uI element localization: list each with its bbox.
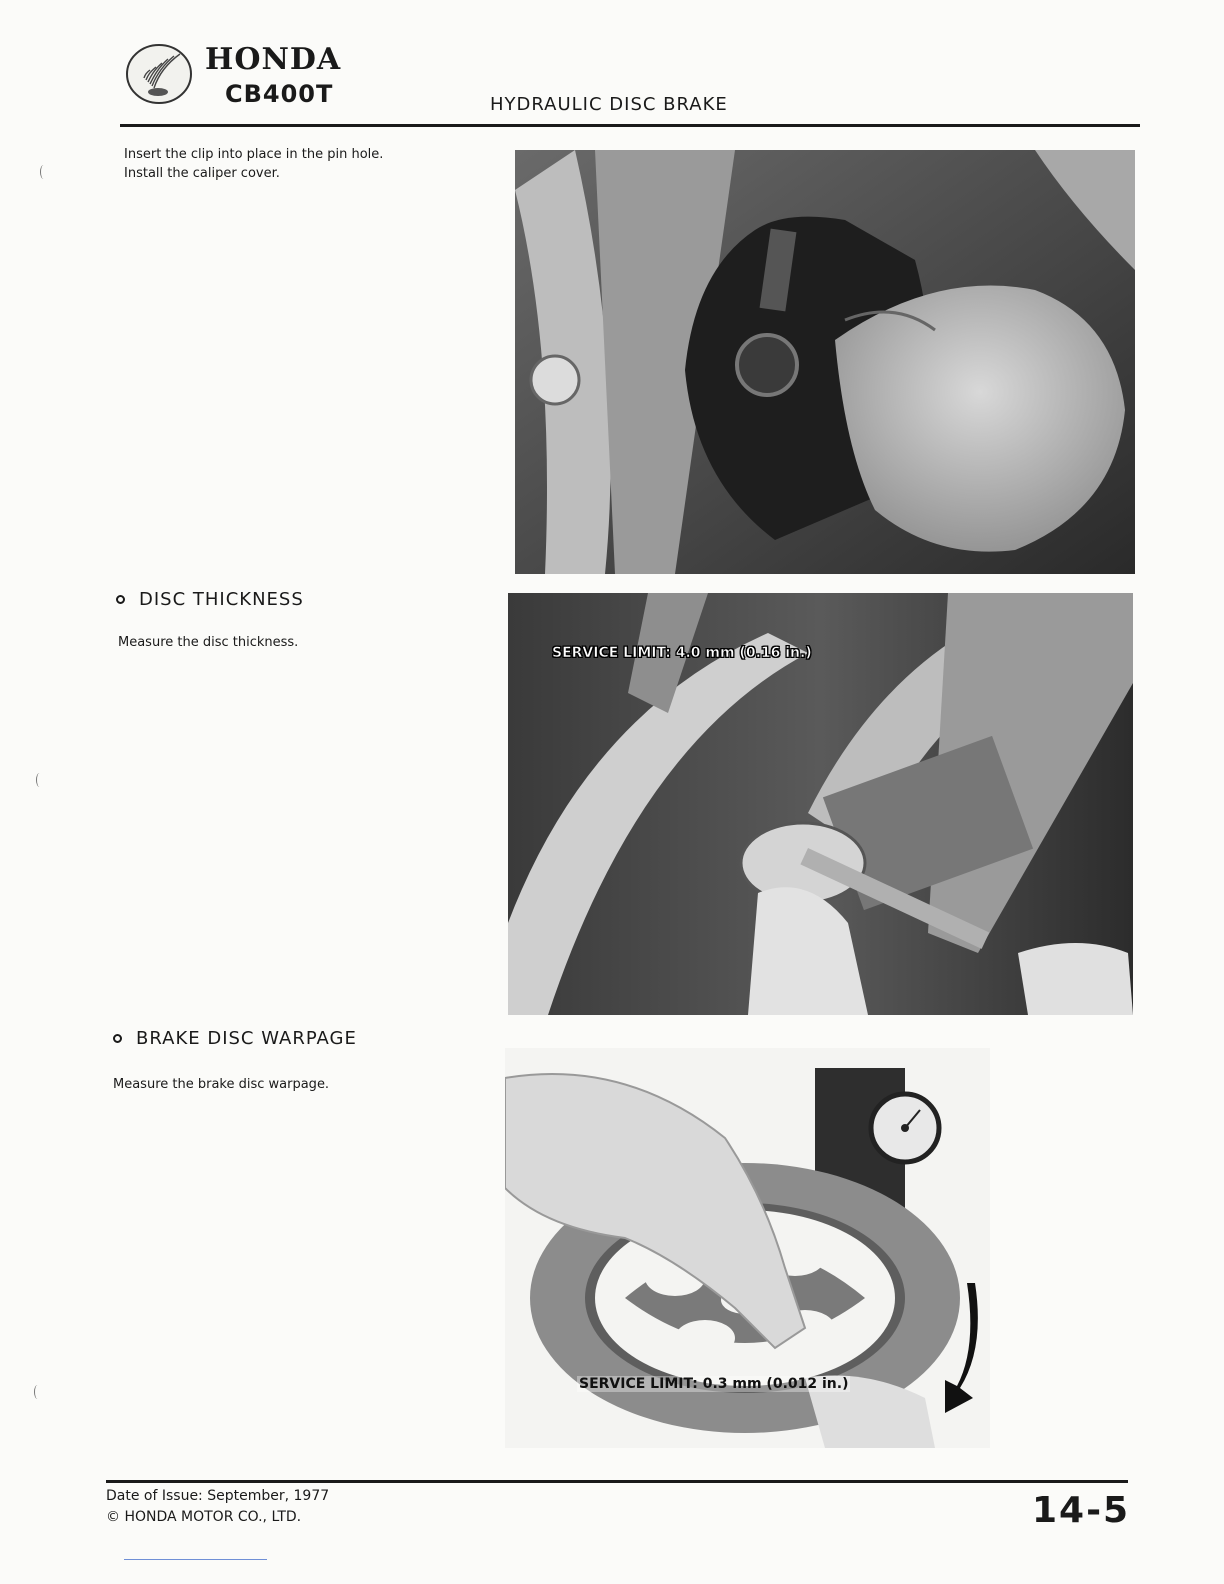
header-rule <box>120 124 1140 127</box>
heading-label: DISC THICKNESS <box>139 589 304 610</box>
photo-disc-warpage-measurement <box>505 1048 990 1448</box>
binder-mark <box>34 1385 41 1399</box>
brand-name: HONDA <box>205 42 342 77</box>
heading-disc-thickness <box>116 589 304 610</box>
footer-rule <box>106 1480 1128 1483</box>
photo-disc-thickness-measurement <box>508 593 1133 1015</box>
instruction-disc-warpage: Measure the brake disc warpage. <box>113 1077 330 1092</box>
instruction-line: Insert the clip into place in the pin hole. <box>124 147 384 162</box>
section-title: HYDRAULIC DISC BRAKE <box>490 94 728 115</box>
service-limit-thickness-label: SERVICE LIMIT: 4.0 mm (0.16 in.) <box>552 645 812 661</box>
bullet-circle-icon <box>113 1034 122 1043</box>
model-name: CB400T <box>225 80 334 108</box>
page-number: 14-5 <box>1032 1490 1131 1531</box>
binder-mark <box>36 773 43 787</box>
honda-wing-emblem-icon <box>124 42 194 106</box>
photo-caliper-installation <box>515 150 1135 574</box>
heading-disc-warpage <box>113 1028 357 1049</box>
bullet-circle-icon <box>116 595 125 604</box>
service-limit-warpage-label: SERVICE LIMIT: 0.3 mm (0.012 in.) <box>579 1376 849 1392</box>
heading-label: BRAKE DISC WARPAGE <box>136 1028 357 1049</box>
date-of-issue: Date of Issue: September, 1977 <box>106 1488 330 1504</box>
step-caliper-instructions <box>124 146 496 184</box>
instruction-line: Install the caliper cover. <box>124 165 280 181</box>
link-underline <box>124 1559 267 1560</box>
binder-mark <box>40 165 47 179</box>
instruction-disc-thickness: Measure the disc thickness. <box>118 635 299 650</box>
copyright: © HONDA MOTOR CO., LTD. <box>106 1509 302 1525</box>
